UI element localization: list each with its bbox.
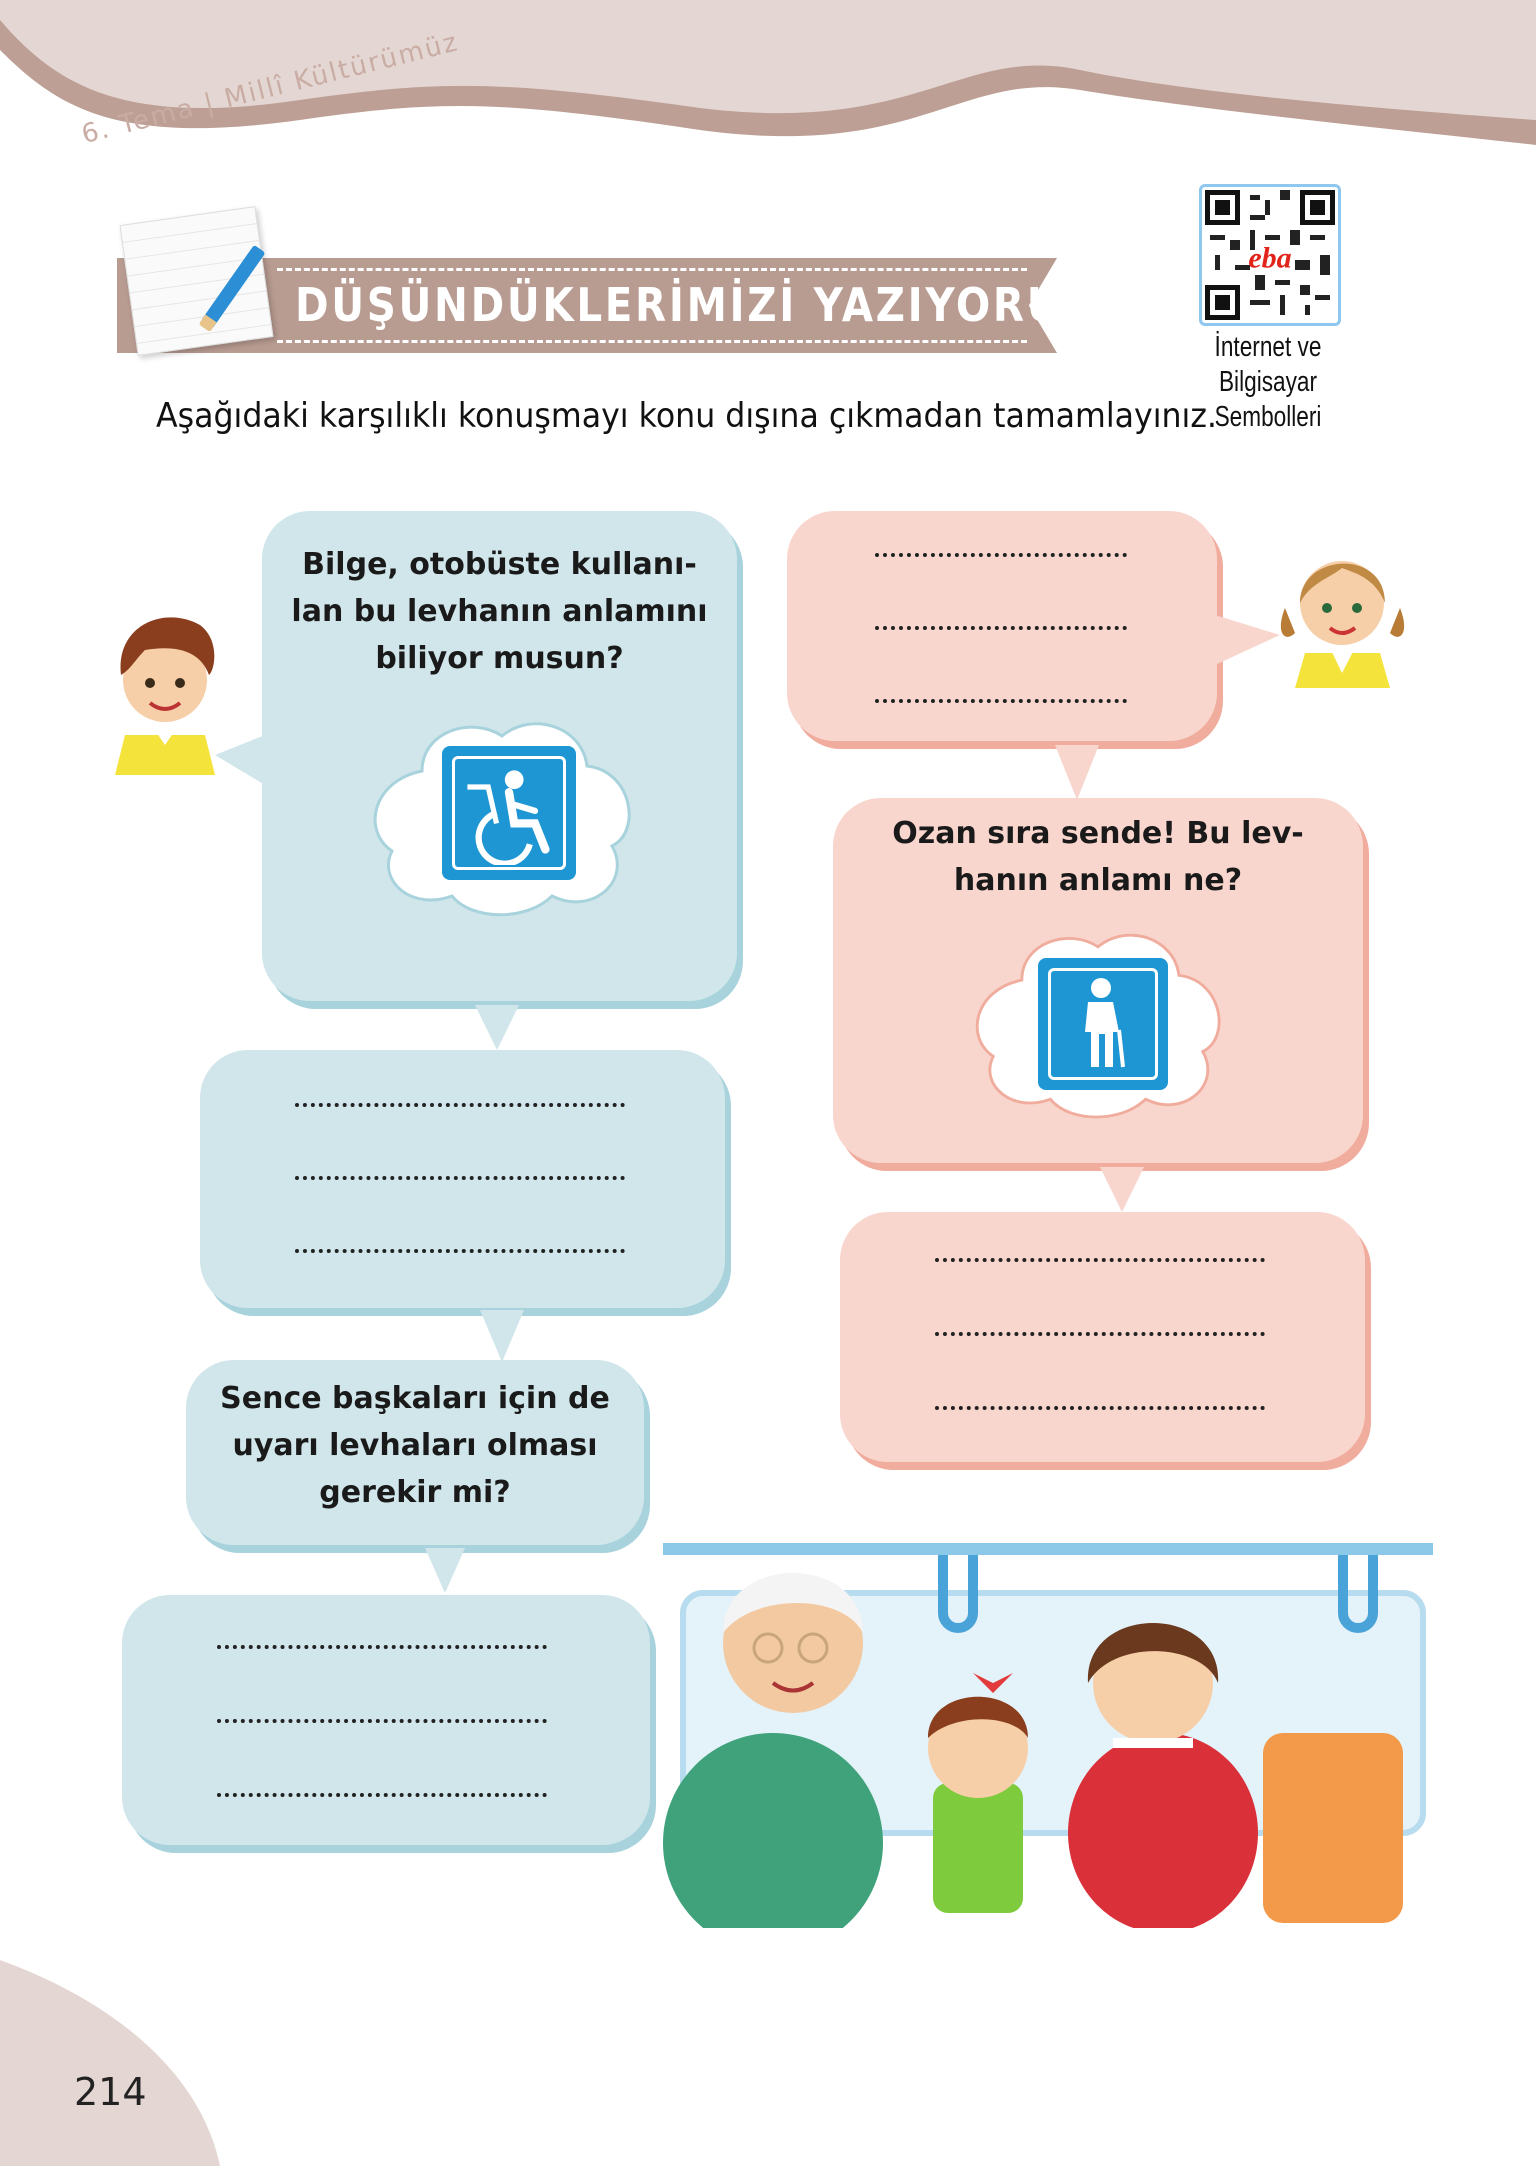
answer-line[interactable] [935, 1332, 1265, 1336]
speech-bubble-ozan-question-1 [262, 511, 737, 1001]
speech-bubble-bilge-question-2 [833, 798, 1363, 1163]
answer-line[interactable] [217, 1793, 547, 1797]
speech-bubble-ozan-question-3 [186, 1360, 644, 1545]
answer-line[interactable] [875, 626, 1127, 630]
answer-line[interactable] [217, 1645, 547, 1649]
answer-line[interactable] [295, 1176, 625, 1180]
bubble-tail [425, 1548, 465, 1593]
qr-caption-line2: Sembolleri [1214, 401, 1322, 433]
qr-code[interactable] [1199, 184, 1341, 326]
speech-bubble-ozan-answer-1 [200, 1050, 725, 1308]
answer-line[interactable] [935, 1258, 1265, 1262]
qr-code-icon [1205, 190, 1335, 320]
answer-line[interactable] [875, 699, 1127, 703]
eba-logo: eba [1248, 241, 1292, 275]
bubble-text: Ozan sıra sende! Bu lev- hanın anlamı ne? [892, 816, 1304, 898]
bubble-tail [1100, 1167, 1144, 1212]
wheelchair-sign [442, 746, 576, 880]
bubble-tail [215, 735, 265, 785]
bubble-tail [480, 1310, 524, 1362]
bubble-text: Sence başkaları için de uyarı levhaları olması gerekir mi? [220, 1381, 610, 1510]
answer-line[interactable] [295, 1249, 625, 1253]
speech-bubble-bilge-answer-2 [840, 1212, 1365, 1462]
boy-ozan-avatar [105, 605, 225, 775]
speech-bubble-ozan-answer-2 [122, 1595, 650, 1845]
bubble-text: Bilge, otobüste kullanı- lan bu levhanın anlamını biliyor musun? [291, 547, 708, 676]
bubble-tail [1055, 745, 1099, 800]
theme-label: 6. Tema | Millî Kültürümüz [78, 27, 462, 150]
answer-line[interactable] [875, 553, 1127, 557]
bubble-tail [475, 1005, 519, 1050]
answer-line[interactable] [217, 1719, 547, 1723]
notepaper-icon [119, 206, 273, 356]
wheelchair-icon [457, 761, 561, 865]
answer-line[interactable] [295, 1103, 625, 1107]
section-title: DÜŞÜNDÜKLERİMİZİ YAZIYORUZ [295, 278, 1095, 332]
girl-bilge-avatar [1275, 538, 1410, 688]
qr-caption-line1: İnternet ve Bilgisayar [1214, 331, 1322, 398]
page-number: 214 [74, 2070, 147, 2114]
bus-scene-illustration [663, 1533, 1433, 1928]
elderly-person-icon [1053, 972, 1153, 1076]
answer-line[interactable] [935, 1406, 1265, 1410]
speech-bubble-bilge-answer-1 [787, 511, 1217, 741]
page-corner-decoration [0, 1960, 230, 2166]
bubble-tail [1215, 615, 1280, 665]
instruction-text: Aşağıdaki karşılıklı konuşmayı konu dışına çıkmadan tamamlayınız. [156, 396, 1217, 436]
elderly-sign [1038, 958, 1168, 1090]
